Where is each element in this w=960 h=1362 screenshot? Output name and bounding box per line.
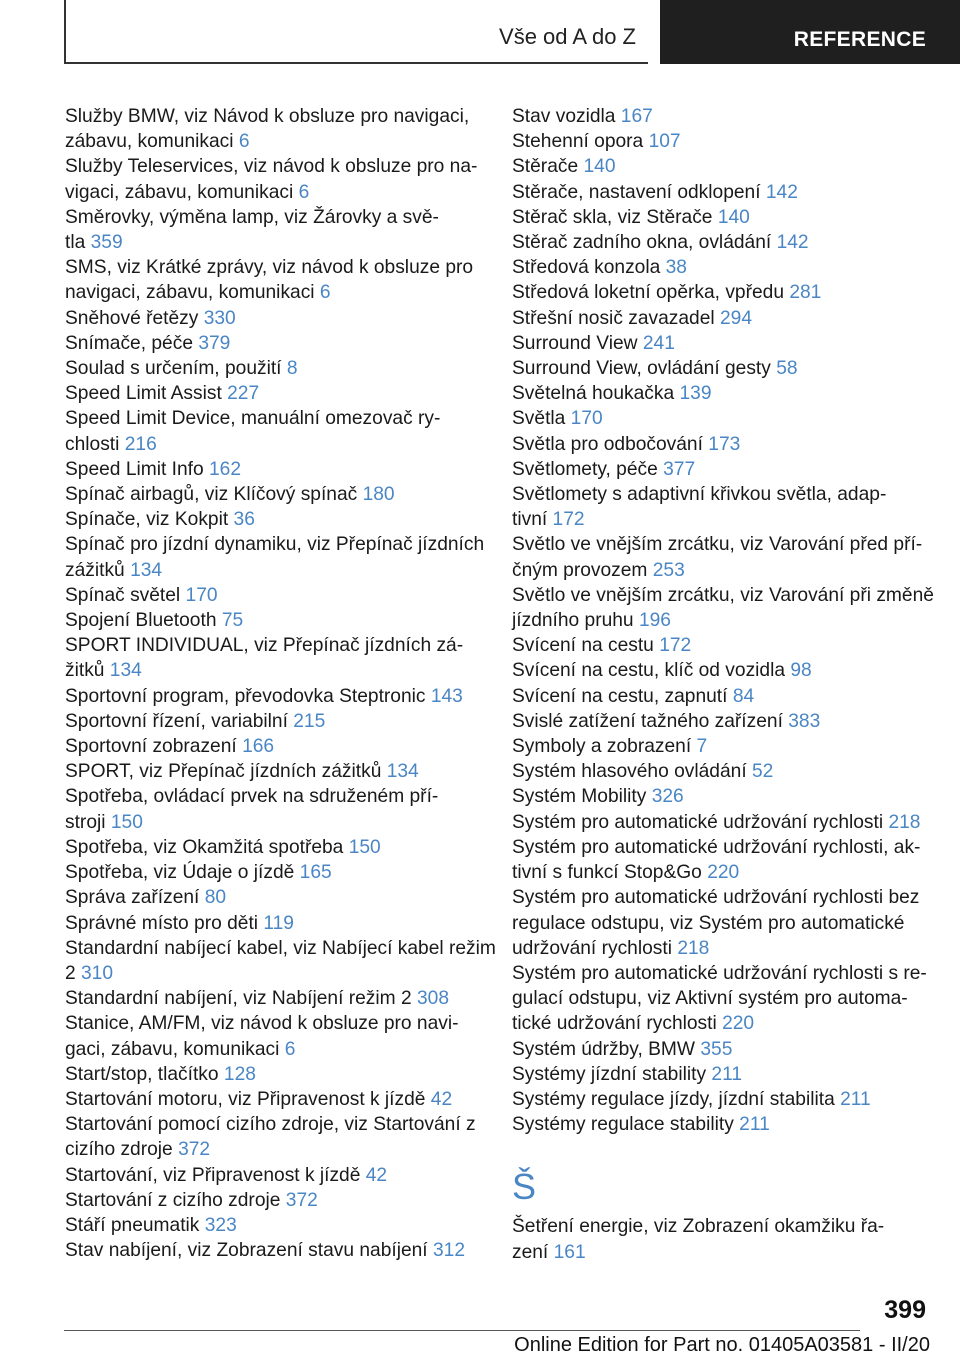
index-entry — [512, 356, 932, 381]
page-reference-link[interactable]: 172 — [659, 635, 692, 657]
index-entry — [65, 457, 485, 482]
page-reference-link[interactable]: 165 — [299, 862, 332, 884]
index-entry-text: gaci, zábavu, komunikaci 6 — [65, 1038, 296, 1060]
section-tab — [64, 0, 648, 64]
index-entry-text: zážitků 134 — [65, 559, 163, 581]
index-entry-text: Spínač pro jízdní dynamiku, viz Přepínač jízdních — [65, 534, 485, 556]
index-entry-text: Sportovní program, převodovka Steptronic 143 — [65, 685, 463, 707]
page-reference-link[interactable]: 167 — [620, 106, 653, 127]
index-entry-text: Sněhové řetězy 330 — [65, 307, 236, 329]
page-reference-link[interactable]: 84 — [732, 685, 755, 707]
index-entry — [65, 860, 485, 885]
index-entry-text: Služby Teleservices, viz návod k obsluze pro na- — [65, 156, 478, 178]
page-reference-link[interactable]: 140 — [717, 206, 750, 228]
page-reference-link[interactable]: 383 — [788, 710, 821, 732]
index-entry — [65, 154, 485, 204]
index-entry-text: gulací odstupu, viz Aktivní systém pro automa- — [512, 988, 908, 1010]
index-entry — [512, 759, 932, 784]
page-reference-link[interactable]: 355 — [700, 1038, 733, 1060]
index-entry-text: udržování rychlosti 218 — [512, 937, 710, 959]
index-entry-text: Stehenní opora 107 — [512, 131, 681, 153]
page-reference-link[interactable]: 172 — [552, 509, 585, 531]
page-reference-link[interactable]: 220 — [722, 1013, 755, 1035]
page-reference-link[interactable]: 150 — [348, 836, 381, 858]
index-entry — [65, 759, 485, 784]
index-entry-text: Spojení Bluetooth 75 — [65, 610, 244, 632]
index-entry — [65, 608, 485, 633]
page-reference-link[interactable]: 6 — [284, 1038, 296, 1060]
page-reference-link[interactable]: 310 — [81, 962, 114, 984]
index-entry-text: Systémy regulace stability 211 — [512, 1114, 770, 1136]
page-reference-link[interactable]: 227 — [227, 383, 260, 405]
index-entry — [512, 1062, 932, 1087]
index-entry — [65, 306, 485, 331]
index-entry-text: Stav vozidla 167 — [512, 106, 653, 127]
index-entry — [65, 633, 485, 683]
page-reference-link[interactable]: 143 — [430, 685, 463, 707]
index-entry — [512, 633, 932, 658]
index-entry — [512, 734, 932, 759]
index-entry — [512, 961, 932, 1037]
index-entry — [512, 306, 932, 331]
index-entry-text: Střešní nosič zavazadel 294 — [512, 307, 752, 329]
index-entry-text: Startování pomocí cizího zdroje, viz Startování z — [65, 1114, 476, 1136]
page-reference-link[interactable]: 6 — [319, 282, 331, 304]
index-entry — [65, 205, 485, 255]
index-entry-text: Soulad s určením, použití 8 — [65, 358, 298, 380]
index-entry — [65, 835, 485, 860]
index-entry — [65, 1188, 485, 1213]
index-entry-text: čným provozem 253 — [512, 559, 685, 581]
index-entry — [512, 583, 932, 633]
index-entry — [512, 154, 932, 179]
page-reference-link[interactable]: 134 — [386, 761, 419, 783]
page-reference-link[interactable]: 161 — [553, 1241, 586, 1263]
page-reference-link[interactable]: 215 — [293, 710, 326, 732]
index-entry-text: SPORT INDIVIDUAL, viz Přepínač jízdních zá- — [65, 635, 464, 657]
index-entry-text: Stěrače 140 — [512, 156, 616, 178]
index-entry — [512, 1037, 932, 1062]
section-letter: Š — [512, 1166, 537, 1208]
index-entry-text: Startování motoru, viz Připravenost k jízdě 42 — [65, 1088, 453, 1110]
index-entry-text: Stěrač skla, viz Stěrače 140 — [512, 206, 750, 228]
index-entry — [512, 180, 932, 205]
page-reference-link[interactable]: 166 — [242, 736, 275, 758]
index-entry-text: SMS, viz Krátké zprávy, viz návod k obsluze pro — [65, 257, 474, 279]
index-entry-text: Světlomety, péče 377 — [512, 458, 696, 480]
index-entry-text: Stěrač zadního okna, ovládání 142 — [512, 232, 809, 254]
index-entry — [65, 885, 485, 910]
page-reference-link[interactable]: 241 — [642, 332, 675, 354]
index-entry — [512, 658, 932, 683]
page-reference-link[interactable]: 42 — [365, 1164, 388, 1186]
index-entry-text: Stav nabíjení, viz Zobrazení stavu nabíjení 312 — [65, 1240, 466, 1262]
page-number: 399 — [884, 1296, 926, 1324]
index-entry — [65, 1213, 485, 1238]
page-reference-link[interactable]: 98 — [790, 660, 812, 682]
index-entry-text: Standardní nabíjení, viz Nabíjení režim 2 308 — [65, 988, 449, 1010]
footer-divider — [64, 1330, 860, 1331]
index-entry — [65, 583, 485, 608]
index-column-left — [65, 104, 496, 1263]
edition-footer: Online Edition for Part no. 01405A03581 - II/20 — [514, 1334, 930, 1356]
index-entry — [512, 230, 932, 255]
index-entry-text: zení 161 — [512, 1241, 586, 1263]
page-reference-link[interactable]: 372 — [178, 1139, 211, 1161]
index-entry-text: Speed Limit Assist 227 — [65, 383, 260, 405]
index-entry-text: Speed Limit Device, manuální omezovač ry- — [65, 408, 441, 430]
index-entry — [512, 381, 932, 406]
page-reference-link[interactable]: 372 — [285, 1189, 318, 1211]
index-entry — [65, 104, 485, 154]
page-reference-link[interactable]: 308 — [416, 988, 449, 1010]
reference-tab — [660, 0, 960, 64]
index-entry — [65, 911, 485, 936]
page-reference-link[interactable]: 323 — [204, 1214, 237, 1236]
page-reference-link[interactable]: 150 — [110, 811, 143, 833]
page-reference-link[interactable]: 218 — [677, 937, 710, 959]
index-entry-text: Surround View, ovládání gesty 58 — [512, 358, 798, 380]
page-reference-link[interactable]: 294 — [719, 307, 752, 329]
reference-label: REFERENCE — [793, 28, 926, 51]
index-entry-text: Světlo ve vnějším zrcátku, viz Varování při změně — [512, 584, 934, 606]
index-entry-text: Snímače, péče 379 — [65, 332, 231, 354]
index-entry-text: Systém pro automatické udržování rychlosti, ak- — [512, 836, 921, 858]
index-entry — [65, 356, 485, 381]
index-entry-text: Spotřeba, viz Údaje o jízdě 165 — [65, 862, 332, 884]
index-entry — [65, 406, 485, 456]
index-column-right — [512, 104, 932, 1265]
page-reference-link[interactable]: 162 — [209, 458, 242, 480]
index-entry-text: Systém hlasového ovládání 52 — [512, 761, 774, 783]
index-entry — [512, 1112, 932, 1137]
page-reference-link[interactable]: 180 — [362, 484, 395, 506]
index-entry-text: chlosti 216 — [65, 433, 157, 455]
index-entry — [512, 835, 932, 885]
index-entry — [65, 532, 485, 582]
index-entry-text: navigaci, zábavu, komunikaci 6 — [65, 282, 331, 304]
index-entry-text: 2 310 — [65, 962, 114, 984]
index-entry-text: Systémy regulace jízdy, jízdní stabilita 211 — [512, 1088, 871, 1110]
index-entry — [512, 129, 932, 154]
index-entry-text: žitků 134 — [65, 660, 142, 682]
index-entry — [512, 406, 932, 431]
index-entry-text: tické udržování rychlosti 220 — [512, 1013, 755, 1035]
page-reference-link[interactable]: 312 — [433, 1240, 466, 1262]
page-reference-link[interactable]: 253 — [652, 559, 685, 581]
index-entry-text: Spínač světel 170 — [65, 584, 218, 606]
index-entry-text: Sportovní zobrazení 166 — [65, 736, 275, 758]
index-entry — [65, 381, 485, 406]
page-reference-link[interactable]: 119 — [263, 912, 294, 934]
index-entry-text: vigaci, zábavu, komunikaci 6 — [65, 181, 310, 203]
index-entry-text: Spínač airbagů, viz Klíčový spínač 180 — [65, 484, 395, 506]
index-entry-text: Světlomety s adaptivní křivkou světla, adap- — [512, 484, 887, 506]
index-entry-text: Systém údržby, BMW 355 — [512, 1038, 733, 1060]
index-entry-text: stroji 150 — [65, 811, 143, 833]
page-reference-link[interactable]: 173 — [708, 433, 741, 455]
page-reference-link[interactable]: 36 — [233, 509, 255, 531]
index-entry-text: Správné místo pro děti 119 — [65, 912, 294, 934]
index-entry — [512, 709, 932, 734]
index-entry-text: Startování, viz Připravenost k jízdě 42 — [65, 1164, 388, 1186]
index-entry — [512, 1214, 932, 1264]
index-entry — [512, 684, 932, 709]
page-reference-link[interactable]: 220 — [707, 862, 740, 884]
index-entry-text: tivní s funkcí Stop&Go 220 — [512, 862, 740, 884]
index-entry — [65, 684, 485, 709]
index-entry — [512, 104, 932, 129]
section-title: Vše od A do Z — [499, 24, 636, 49]
page-reference-link[interactable]: 211 — [840, 1088, 871, 1110]
index-entry-text: Středová konzola 38 — [512, 257, 687, 279]
index-entry-text: Svícení na cestu 172 — [512, 635, 692, 657]
page-reference-link[interactable]: 7 — [696, 736, 708, 758]
index-entry-text: Standardní nabíjecí kabel, viz Nabíjecí kabel režim — [65, 937, 496, 959]
page-reference-link[interactable]: 379 — [198, 332, 231, 354]
index-entry — [512, 1087, 932, 1112]
index-entry — [512, 331, 932, 356]
page-reference-link[interactable]: 8 — [286, 358, 298, 380]
index-entry — [65, 507, 485, 532]
index-entry-text: Středová loketní opěrka, vpředu 281 — [512, 282, 822, 304]
index-entry-text: Světla 170 — [512, 408, 603, 430]
index-entry-text: tivní 172 — [512, 509, 585, 531]
page-reference-link[interactable]: 140 — [583, 156, 616, 178]
index-entry-text: Spínače, viz Kokpit 36 — [65, 509, 255, 531]
index-entry-text: Stěrače, nastavení odklopení 142 — [512, 181, 798, 203]
index-entry — [512, 205, 932, 230]
index-entry-text: SPORT, viz Přepínač jízdních zážitků 134 — [65, 761, 419, 783]
index-entry — [65, 1062, 485, 1087]
index-entry-text: Systémy jízdní stability 211 — [512, 1063, 743, 1085]
page-reference-link[interactable]: 80 — [204, 887, 227, 909]
index-entry-text: Stanice, AM/FM, viz návod k obsluze pro navi- — [65, 1013, 459, 1035]
index-entry-text: Stáří pneumatik 323 — [65, 1214, 237, 1236]
page-reference-link[interactable]: 6 — [298, 181, 310, 203]
index-entry-text: Svícení na cestu, zapnutí 84 — [512, 685, 755, 707]
page-reference-link[interactable]: 211 — [739, 1114, 770, 1136]
index-entry-text: Surround View 241 — [512, 332, 675, 354]
index-entry — [512, 784, 932, 809]
index-entry — [512, 885, 932, 961]
index-entry — [65, 331, 485, 356]
index-entry-text: Systém pro automatické udržování rychlosti s re- — [512, 962, 927, 984]
index-entry-text: Systém pro automatické udržování rychlosti 218 — [512, 811, 921, 833]
index-entry-text: Systém Mobility 326 — [512, 786, 684, 808]
index-entry — [512, 432, 932, 457]
index-entry-text: Svícení na cestu, klíč od vozidla 98 — [512, 660, 812, 682]
index-entry — [512, 810, 932, 835]
index-entry-text: Speed Limit Info 162 — [65, 458, 242, 480]
index-entry-text: Systém pro automatické udržování rychlosti bez — [512, 887, 920, 909]
page-reference-link[interactable]: 107 — [648, 131, 681, 153]
index-entry-text: jízdního pruhu 196 — [512, 610, 671, 632]
index-entry — [512, 280, 932, 305]
page-reference-link[interactable]: 142 — [765, 181, 798, 203]
page-reference-link[interactable]: 134 — [109, 660, 142, 682]
index-entry-text: zábavu, komunikaci 6 — [65, 131, 250, 153]
page-reference-link[interactable]: 170 — [185, 584, 218, 606]
page-reference-link[interactable]: 38 — [665, 257, 687, 279]
page-reference-link[interactable]: 196 — [638, 610, 671, 632]
page-reference-link[interactable]: 139 — [679, 383, 712, 405]
page-reference-link[interactable]: 281 — [789, 282, 822, 304]
index-entry-text: Správa zařízení 80 — [65, 887, 227, 909]
index-entry-text: Startování z cizího zdroje 372 — [65, 1189, 318, 1211]
index-entry — [512, 457, 932, 482]
index-entry-text: Služby BMW, viz Návod k obsluze pro navigaci, — [65, 106, 470, 127]
page-reference-link[interactable]: 211 — [711, 1063, 743, 1085]
page-reference-link[interactable]: 326 — [651, 786, 684, 808]
index-entry-text: Směrovky, výměna lamp, viz Žárovky a svě- — [65, 206, 439, 228]
index-entry — [65, 936, 496, 986]
index-entry — [65, 1238, 485, 1263]
index-entry-text: Světelná houkačka 139 — [512, 383, 712, 405]
page-reference-link[interactable]: 134 — [130, 559, 163, 581]
page-header — [0, 0, 960, 66]
index-entry-text: Start/stop, tlačítko 128 — [65, 1063, 256, 1085]
index-entry-text: Symboly a zobrazení 7 — [512, 736, 708, 758]
index-entry — [65, 986, 485, 1011]
index-entry — [65, 784, 485, 834]
page-reference-link[interactable]: 377 — [663, 458, 696, 480]
page-reference-link[interactable]: 52 — [752, 761, 774, 783]
page-reference-link[interactable]: 6 — [238, 131, 250, 153]
index-entry-text: Svislé zatížení tažného zařízení 383 — [512, 710, 821, 732]
index-entry — [512, 482, 932, 532]
page-reference-link[interactable]: 75 — [221, 610, 244, 632]
index-entry — [65, 709, 485, 734]
index-entry-text: Sportovní řízení, variabilní 215 — [65, 710, 326, 732]
index-entry — [65, 1112, 485, 1162]
index-entry — [65, 734, 485, 759]
page-reference-link[interactable]: 330 — [203, 307, 236, 329]
index-entry-text: Světla pro odbočování 173 — [512, 433, 741, 455]
page-reference-link[interactable]: 170 — [570, 408, 603, 430]
index-entry — [512, 255, 932, 280]
index-entry-text: Spotřeba, ovládací prvek na sdruženém pří- — [65, 786, 439, 808]
page-reference-link[interactable]: 216 — [124, 433, 157, 455]
page-reference-link[interactable]: 128 — [223, 1063, 256, 1085]
index-entry — [65, 255, 485, 305]
page-reference-link[interactable]: 42 — [430, 1088, 453, 1110]
index-entry-text: tla 359 — [65, 232, 123, 254]
index-entry — [512, 532, 932, 582]
index-entry-text: Spotřeba, viz Okamžitá spotřeba 150 — [65, 836, 381, 858]
page-reference-link[interactable]: 218 — [888, 811, 921, 833]
index-entry-text: Světlo ve vnějším zrcátku, viz Varování před pří- — [512, 534, 923, 556]
page-reference-link[interactable]: 142 — [776, 232, 809, 254]
page-reference-link[interactable]: 359 — [90, 232, 123, 254]
index-entry-text: regulace odstupu, viz Systém pro automatické — [512, 912, 905, 934]
index-entry — [65, 1087, 485, 1112]
index-entry-text: cizího zdroje 372 — [65, 1139, 211, 1161]
page-reference-link[interactable]: 58 — [776, 358, 798, 380]
index-entry — [65, 482, 485, 507]
index-entry — [65, 1011, 485, 1061]
index-entry — [65, 1163, 485, 1188]
index-entry-text: Šetření energie, viz Zobrazení okamžiku řa- — [512, 1216, 885, 1238]
